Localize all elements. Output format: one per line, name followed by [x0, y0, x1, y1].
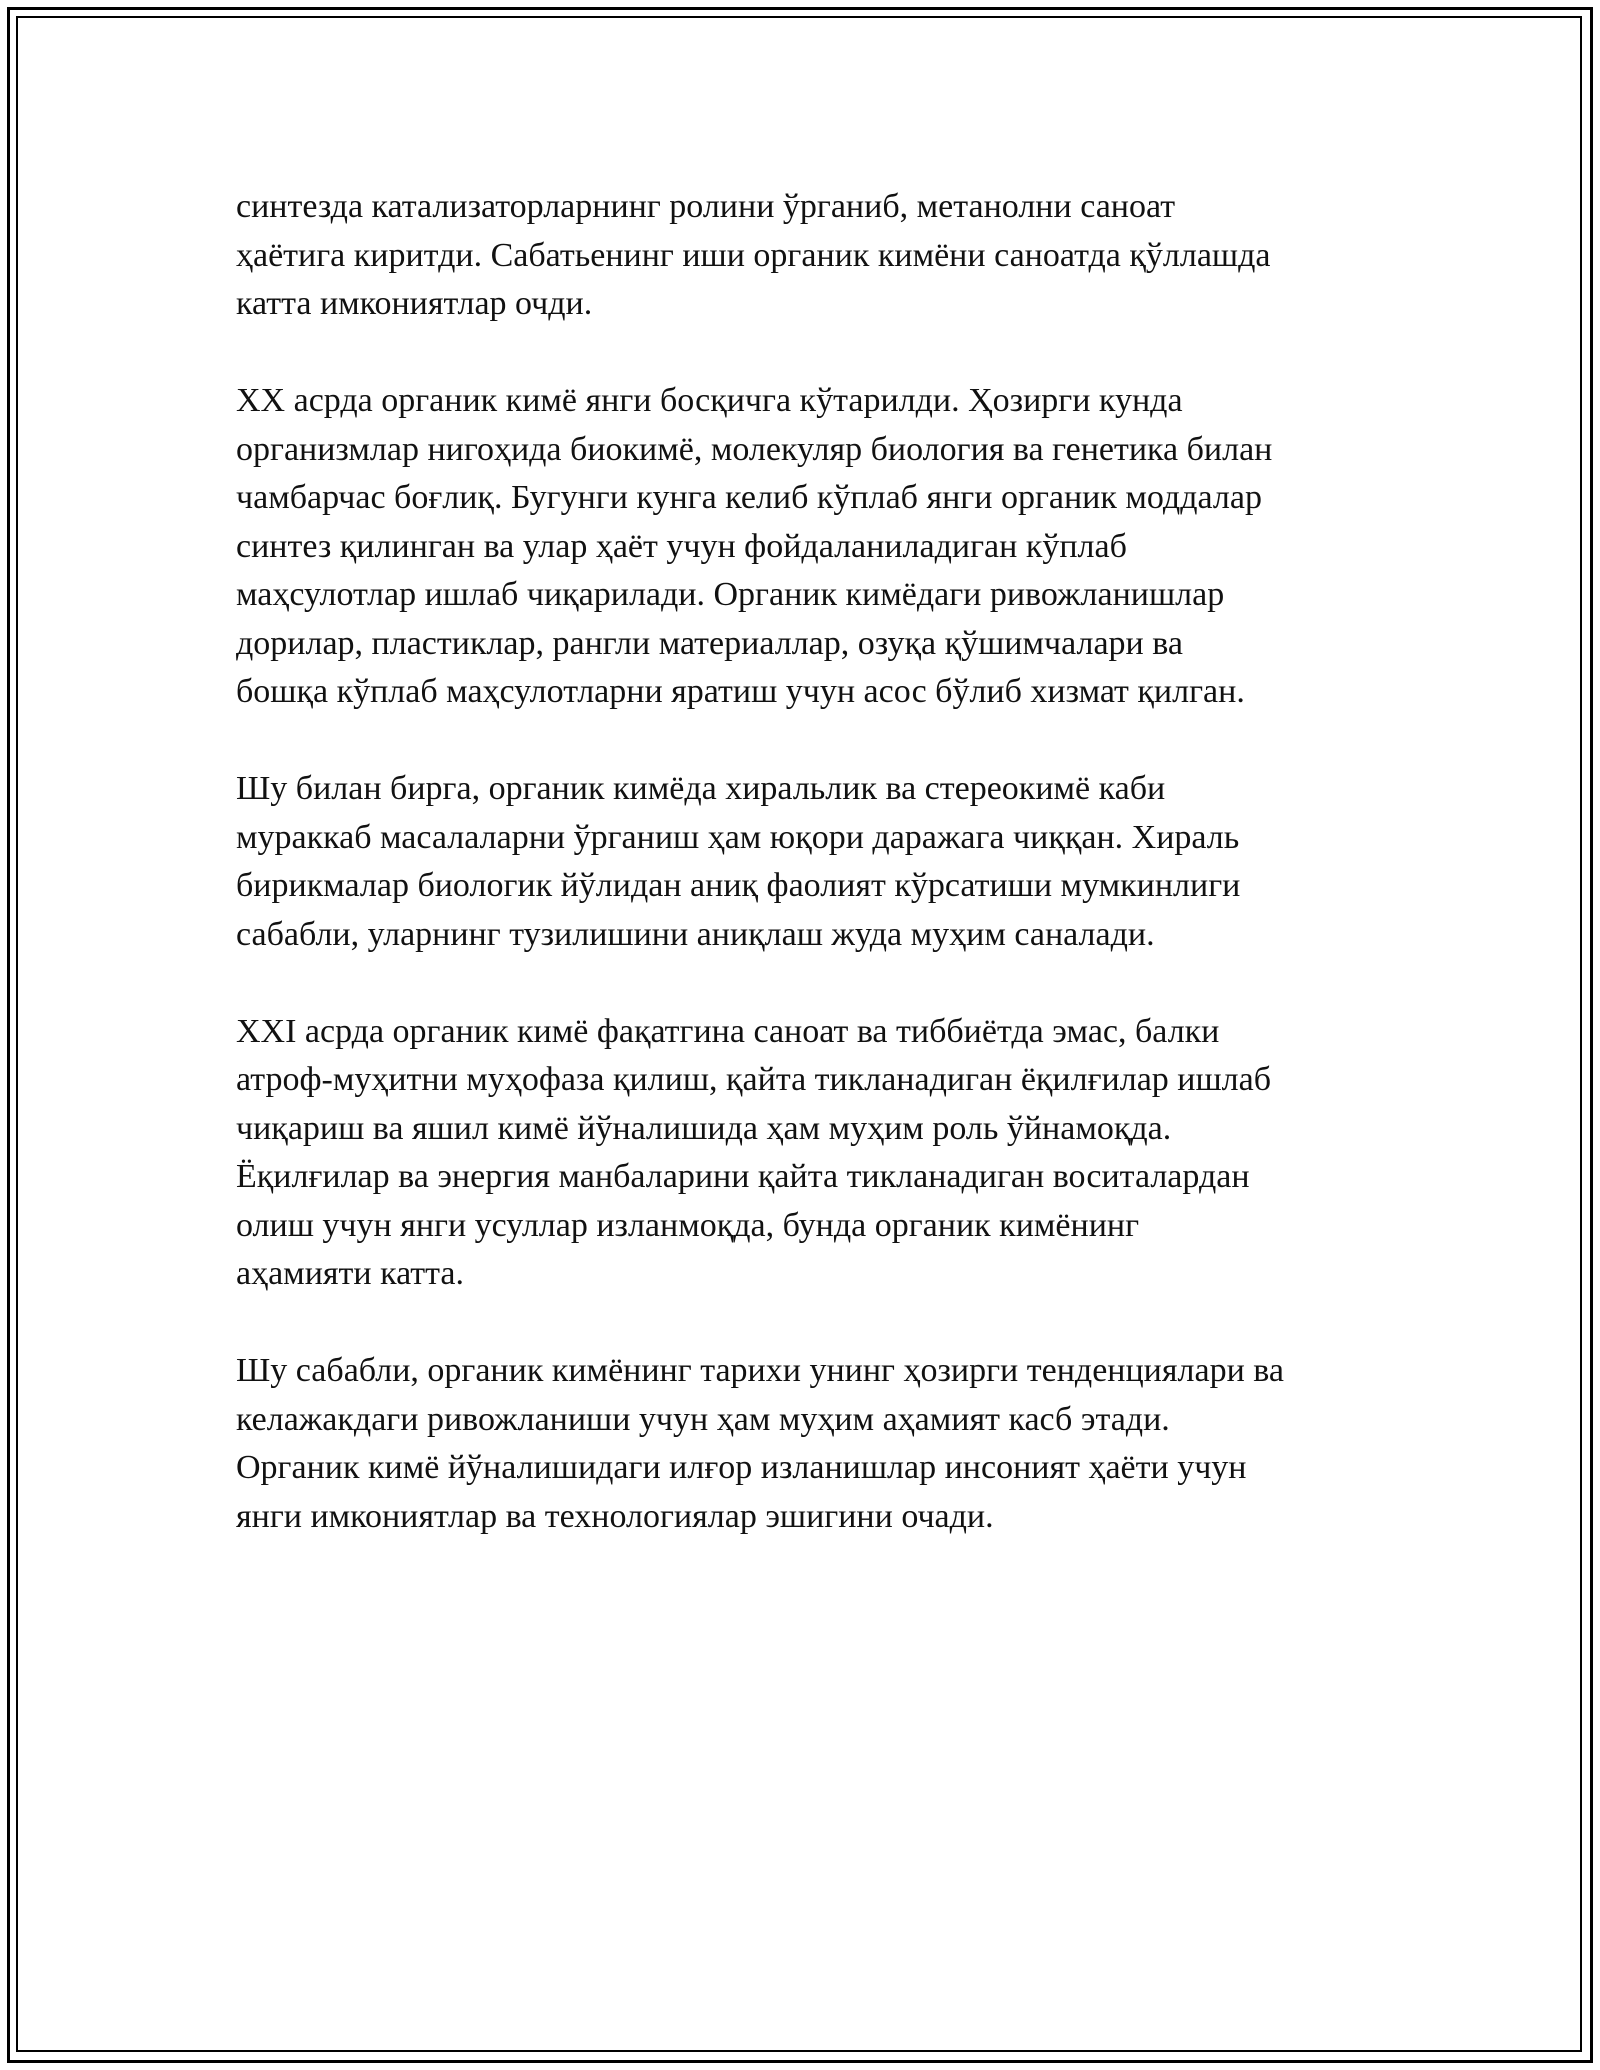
- text-line: ҳаётига киритди. Сабатьенинг иши органик кимёни саноатда қўллашда: [236, 236, 1271, 274]
- paragraph-1: [236, 183, 1396, 329]
- paragraph-4: [236, 1008, 1396, 1299]
- text-line: аҳамияти катта.: [236, 1255, 465, 1292]
- text-line: чамбарчас боғлиқ. Бугунги кунга келиб кўплаб янги органик моддалар: [236, 479, 1262, 516]
- text-line: Органик кимё йўналишидаги илғор изланишлар инсоният ҳаёти учун: [236, 1449, 1247, 1486]
- text-line: Ёқилғилар ва энергия манбаларини қайта тикланадиган воситалардан: [236, 1158, 1250, 1195]
- text-line: организмлар нигоҳида биокимё, молекуляр биология ва генетика билан: [236, 430, 1273, 468]
- text-line: маҳсулотлар ишлаб чиқарилади. Органик кимёдаги ривожланишлар: [236, 576, 1225, 613]
- text-line: келажакдаги ривожланиши учун ҳам муҳим аҳамият касб этади.: [236, 1400, 1170, 1438]
- text-line: янги имкониятлар ва технологиялар эшигини очади.: [236, 1497, 994, 1535]
- text-line: бошқа кўплаб маҳсулотларни яратиш учун асос бўлиб хизмат қилган.: [236, 673, 1245, 710]
- text-line: бирикмалар биологик йўлидан аниқ фаолият кўрсатиши мумкинлиги: [236, 867, 1241, 904]
- paragraph-3: [236, 765, 1396, 959]
- text-line: чиқариш ва яшил кимё йўналишида ҳам муҳим роль ўйнамоқда.: [236, 1109, 1172, 1147]
- paragraph-5: [236, 1347, 1396, 1541]
- text-line: синтезда катализаторларнинг ролини ўрганиб, метанолни саноат: [236, 188, 1176, 225]
- text-line: XXI асрда органик кимё фақатгина саноат ва тиббиётда эмас, балки: [236, 1012, 1220, 1050]
- text-line: мураккаб масалаларни ўрганиш ҳам юқори даражага чиққан. Хираль: [236, 818, 1240, 856]
- text-line: атроф-муҳитни муҳофаза қилиш, қайта тикланадиган ёқилғилар ишлаб: [236, 1061, 1272, 1098]
- text-line: XX асрда органик кимё янги босқичга кўтарилди. Ҳозирги кунда: [236, 382, 1183, 419]
- text-line: катта имкониятлар очди.: [236, 285, 593, 322]
- text-line: Шу сабабли, органик кимёнинг тарихи унинг ҳозирги тенденциялари ва: [236, 1352, 1284, 1389]
- text-line: олиш учун янги усуллар изланмоқда, бунда органик кимёнинг: [236, 1206, 1140, 1244]
- text-line: дорилар, пластиклар, рангли материаллар, озуқа қўшимчалари ва: [236, 624, 1183, 662]
- text-line: сабабли, уларнинг тузилишини аниқлаш жуда муҳим саналади.: [236, 915, 1155, 953]
- paragraph-2: [236, 377, 1396, 717]
- text-line: Шу билан бирга, органик кимёда хиральлик ва стереокимё каби: [236, 770, 1166, 807]
- text-line: синтез қилинган ва улар ҳаёт учун фойдаланиладиган кўплаб: [236, 527, 1127, 565]
- document-body: [236, 183, 1396, 1590]
